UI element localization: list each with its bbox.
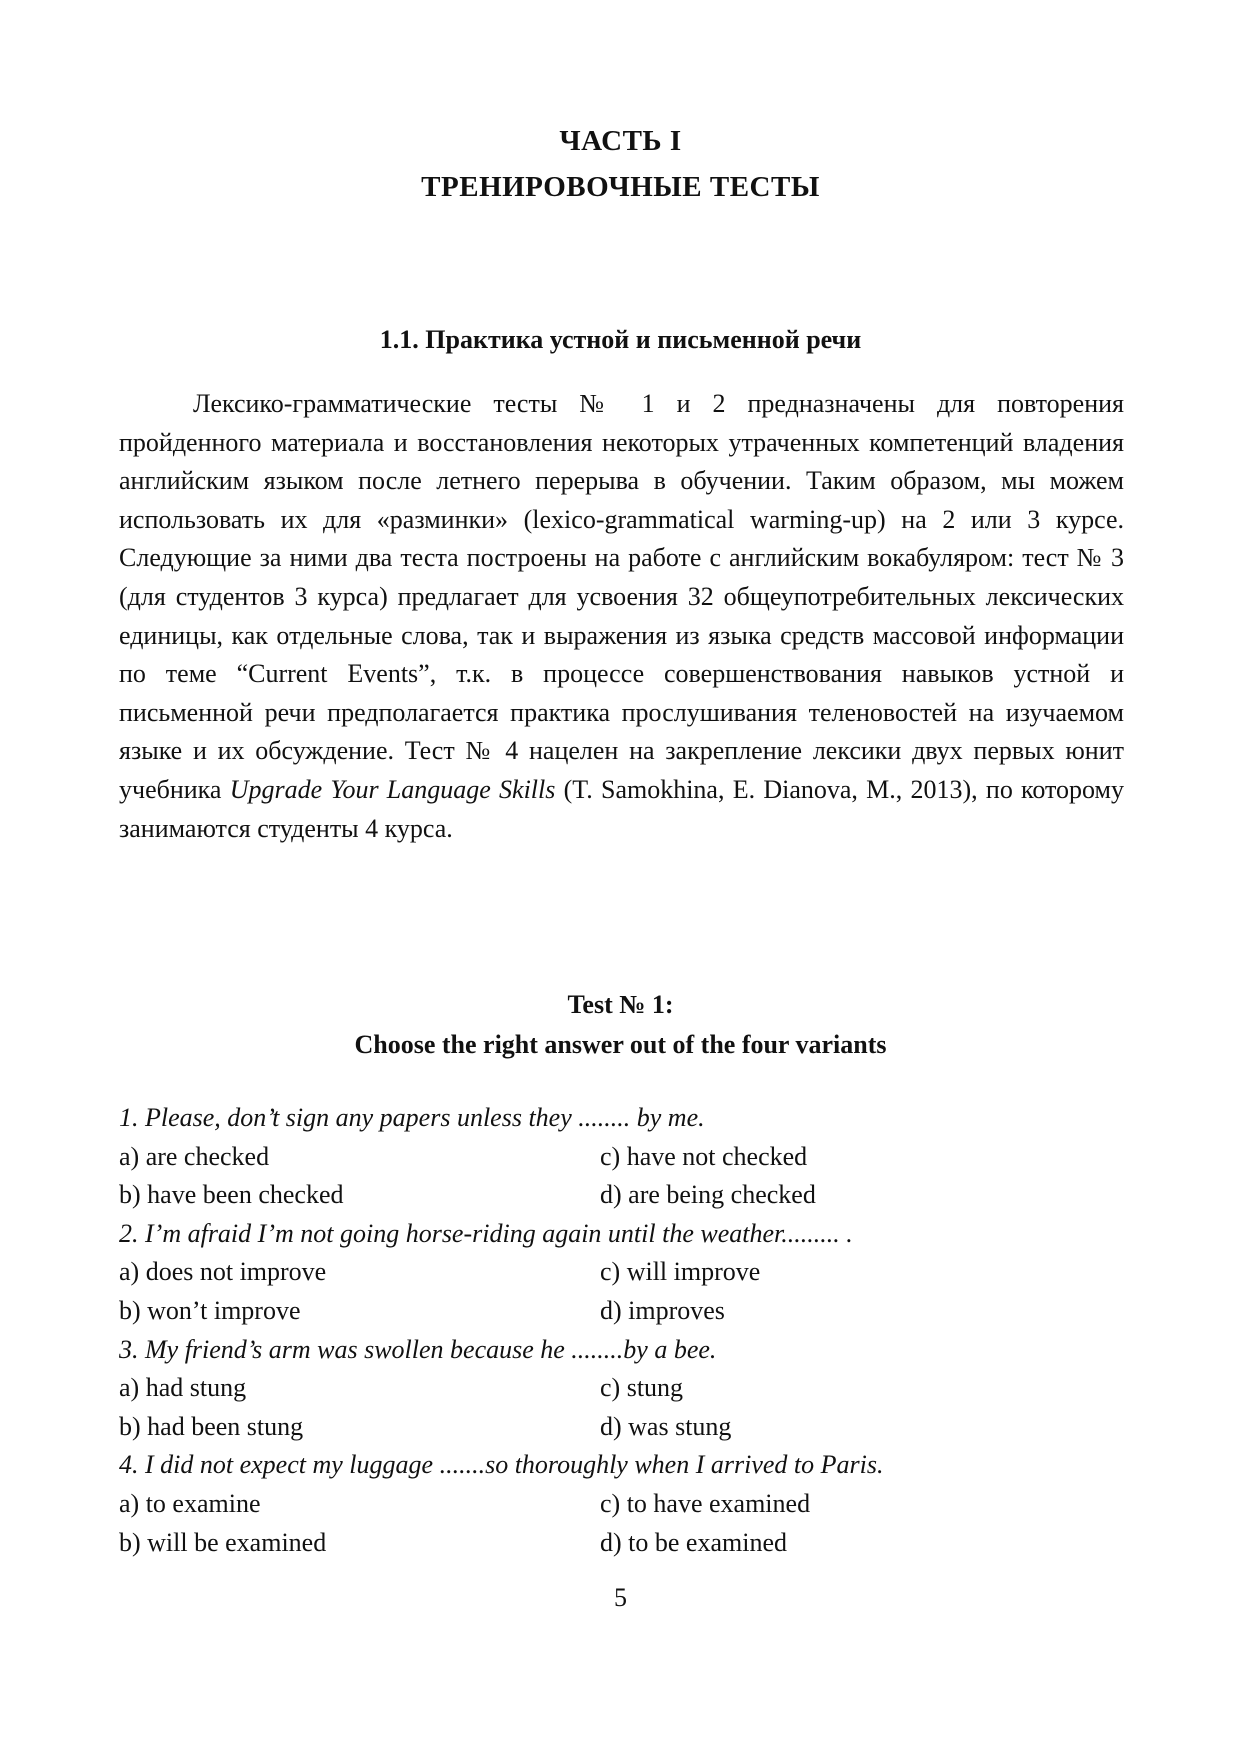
option-b: b) have been checked: [119, 1180, 344, 1210]
test-instruction: Choose the right answer out of the four variants: [354, 1030, 887, 1059]
question-stem: 1. Please, don’t sign any papers unless they ........ by me.: [119, 1103, 705, 1132]
intro-text-before: Лексико-грамматические тесты № 1 и 2 предназначены для повторения пройденного материала и восстановления некоторых утраченных компетенций владения английским языком после летнего перерыва в обучении. Таким образом, мы можем использовать их для «разминки» (lexico-grammatical warming-up) на 2 или 3 курсе. Следующие за ними два теста построены на работе с английским вокабуляром: тест № 3 (для студентов 3 курса) предлагает для усвоения 32 общеупотребительных лексических единицы, как отдельные слова, так и выражения из языка средств массовой информации по теме “Current Events”, т.к. в процессе совершенствования навыков устной и письменной речи предполагается практика прослушивания теленовостей на изучаемом языке и их обсуждение. Тест № 4 нацелен на закрепление лексики двух первых юнит учебника: [119, 389, 1124, 804]
option-b: b) won’t improve: [119, 1295, 301, 1325]
test-title: Test № 1:: [567, 990, 674, 1019]
option-c: c) to have examined: [600, 1488, 811, 1518]
option-row: [119, 1176, 1124, 1215]
option-a: a) are checked: [119, 1141, 270, 1171]
option-row: [119, 1138, 1124, 1177]
option-d: d) to be examined: [600, 1527, 787, 1557]
test-heading: [0, 985, 1241, 1065]
part-title: ТРЕНИРОВОЧНЫЕ ТЕСТЫ: [421, 171, 820, 203]
option-c: c) stung: [600, 1373, 684, 1403]
option-d: d) was stung: [600, 1411, 732, 1441]
option-d: d) improves: [600, 1295, 725, 1325]
option-a: a) does not improve: [119, 1257, 327, 1287]
question-1: [119, 1099, 1124, 1215]
option-c: c) have not checked: [600, 1141, 808, 1171]
question-stem: 2. I’m afraid I’m not going horse-riding again until the weather......... .: [119, 1218, 853, 1248]
option-b: b) had been stung: [119, 1411, 304, 1441]
question-stem: 3. My friend’s arm was swollen because he ........by a bee.: [119, 1334, 717, 1364]
option-c: c) will improve: [600, 1257, 761, 1287]
option-a: a) to examine: [119, 1488, 261, 1518]
intro-paragraph: [119, 385, 1124, 848]
question-4: [119, 1446, 1124, 1562]
question-list: [119, 1099, 1124, 1562]
option-row: [119, 1408, 1124, 1447]
option-b: b) will be examined: [119, 1527, 327, 1557]
option-d: d) are being checked: [600, 1180, 816, 1210]
intro-text-after: (T. Samokhina, E. Dianova, M., 2013), по которому занимаются студенты 4 курса.: [119, 774, 1125, 843]
option-a: a) had stung: [119, 1373, 247, 1403]
option-row: [119, 1292, 1124, 1331]
question-stem: 4. I did not expect my luggage .......so thoroughly when I arrived to Paris.: [119, 1450, 884, 1480]
option-row: [119, 1253, 1124, 1292]
question-3: [119, 1331, 1124, 1447]
part-number: ЧАСТЬ I: [559, 125, 682, 157]
part-heading: [0, 118, 1241, 210]
option-row: [119, 1485, 1124, 1524]
section-title: 1.1. Практика устной и письменной речи: [379, 325, 862, 354]
option-row: [119, 1524, 1124, 1563]
book-title: Upgrade Your Language Skills: [229, 774, 556, 804]
question-2: [119, 1215, 1124, 1331]
page-number: 5: [614, 1583, 627, 1612]
option-row: [119, 1369, 1124, 1408]
